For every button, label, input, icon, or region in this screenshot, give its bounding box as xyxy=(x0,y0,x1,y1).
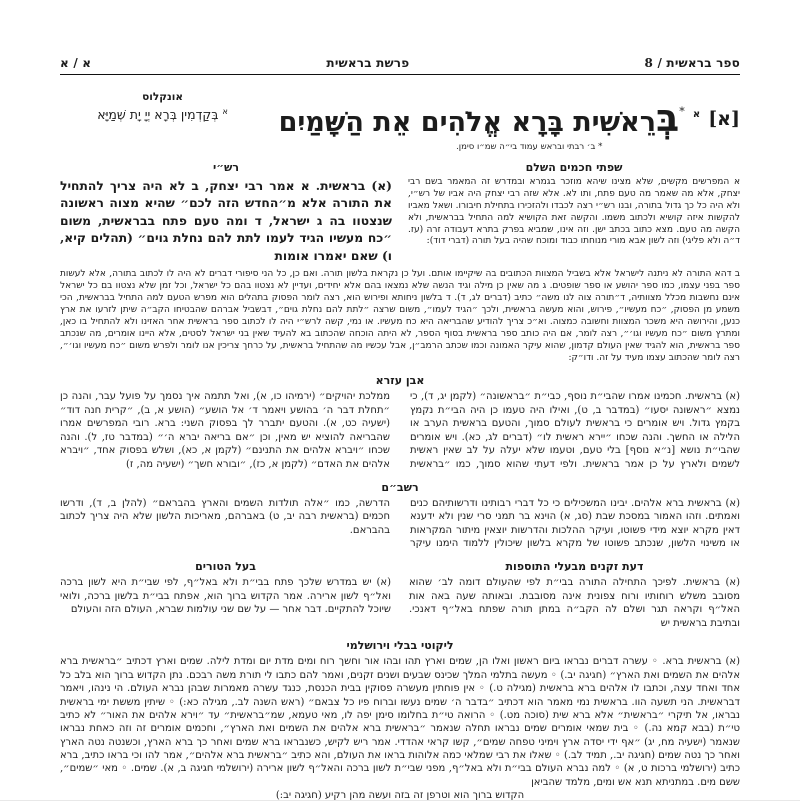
rashbam-title: רשב״ם xyxy=(381,480,419,494)
masorah-asterisk: * xyxy=(679,105,685,118)
header-divider xyxy=(60,74,740,75)
torah-verse xyxy=(278,91,740,140)
verse-bracket-marker: [א] xyxy=(708,108,740,130)
onkelos-translation: בְּקַדְמִין בְּרָא יְיָ יָת שְׁמַיָּא xyxy=(97,107,219,122)
siftei-chachamim-continuation: ב דהא התורה לא ניתנה לישראל אלא בשביל המצוות הכתובים בה שיקיימו אותם. ועל כן נקראת בלשון תורה. ואם כן, כל הני סיפורי דברים לא היה לו לכתוב בתורה, אלא לעשות ספר בפני עצמו, כמו ספר יהושע או ספר שופטים. ג מה שאין כן מילה וגיד הנשה שלא נמצאו בהם אלא יחידים, ועדיין לא נצטוו בהם כל ישראל, וכל זמן שלא נצטוו בם כל ישראל אינם נחשבות מכלל מצוותיה, ד״תורה צוה לנו משה״ כתיב (דברים לג, ד). ד בלשון ניחותא ופירוש הוא, רצה לומר הפסוק בתהלים הוא מפרש הטעם למה התחיל בבראשית, הכי משמע מן הפסוק, ״כח מעשיו״, פירוש, והוא מעשה בראשית, ולכך ״הגיד לעמו״, משום שרצה ״לתת להם נחלת גוים״, דבשביל אברהם שהבטיחו הקב״ה שיתן לזרעו את ארץ כנען, והירושה היא משכר המצוות וחשובה כמצוה. וא״כ צריך להודיע שהבריאה היא כח מעשיו. או נמי, קשה לרש״י היה לו לכתוב ספר בראשית אחר האזינו ולא להתחיל בו כאן, ומתרץ משום ״כח מעשיו וגו׳״, רצה לומר, אם היה כותב ספר בראשית בסוף הספר, לא היתה הוכחה שהכתוב בא להעיד שאין בני ישראל לסטים, אלא היינו אומרים, מה שנכתב ספר בראשית, הוא להגיד שאין העולם קדמון, שהוא עיקר האמונה וכמו שכתב הרמב״ן, אבל עכשיו מה שהתחיל בראשית, על כרחך צריכין אנו לומר ולפרש משום ״כח מעשיו וגו׳״, רצה לומר שהכתוב עצמו מעיד על זה. ודו״ק: xyxy=(60,269,740,364)
ibn-ezra-title: אבן עזרא xyxy=(375,374,425,388)
likutei-text: (א) בראשית ברא. ◦ עשרה דברים נבראו ביום ראשון ואלו הן, שמים וארץ תהו ובהו אור וחשך רוח ומים מדת יום ומדת לילה. שמים וארץ דכתיב ״בראשית ברא אלהים את השמים ואת הארץ״ (חגיגה יב.) ◦ מעשה בתלמי המלך שכינס שבעים ושנים זקנים, ואמר להם כתבו לי תורת משה רבכם. נתן הקדוש ברוך הוא בלב כל אחד ואחד עצה, וכתבו לו אלהים ברא בראשית (מגילה ט.) ◦ אין פוחתין מעשרה פסוקין בבית הכנסת, כנגד עשרה מאמרות שבהן נברא העולם. הי נינהו, ויאמר דבראשית. הני תשעה הוו. בראשית נמי מאמר הוא דכתיב ״בדבר ה׳ שמים נעשו וברוח פיו כל צבאם״ (ראש השנה לב., מגילה כא:) ◦ שיתין מששת ימי בראשית נבראו, אל תיקרי ״בראשית״ אלא ברא שית (סוכה מט.) ◦ הרואה טי״ת בחלומו סימן יפה לו, מאי טעמא, שמ״בראשית״ עד ״וירא אלהים את האור״ לא כתיב טי״ת (בבא קמא נה.) ◦ בית שמאי אומרים שמים נבראו תחלה שנאמר ״בראשית ברא אלהים את השמים ואת הארץ״, וחכמים אומרים זה וזה כאחת נבראו שנאמר (ישעיה מח, יג) ״אף ידי יסדה ארץ וימיני טפחה שמים״, קשו קראי אהדדי. אמר ריש לקיש, כשנבראו ברא שמים ואחר כך ברא הארץ, וכשנטה נטה הארץ ואחר כך נטה שמים (חגיגה יב., תמיד לב.) ◦ שאלו את רבי שמלאי כמה אלוהות בראו את העולם, והא כתיב ״בראשית ברא אלהים״, אמר להו וכי בראו כתיב, ברא כתיב (ירושלמי ברכות ט, א) ◦ למה נברא העולם בבי״ת ולא באל״ף, מפני שבי״ת לשון ברכה והאל״ף לשון ארירה (ירושלמי חגיגה ב, א). שמים. ◦ מאי ״שמים״, ששם מים. במתניתא תנא אש ומים, מלמד שהביאן xyxy=(60,656,740,788)
likutei-title: ליקוטי בבלי וירושלמי xyxy=(346,639,454,653)
verse-text: רֵאשִׁית בָּרָא אֱלֹהִים אֵת הַשָּׁמַיִם xyxy=(278,107,657,138)
daat-zekenim-section xyxy=(409,551,740,630)
page-header xyxy=(60,56,740,70)
onkelos-block xyxy=(47,91,279,122)
masorah-footnote: * ב׳ רבתי ובראש עמוד בי״ה שמ״ו סימן. xyxy=(456,142,603,152)
rashi-siftei-columns xyxy=(60,152,740,264)
baal-haturim-section xyxy=(60,551,391,617)
onkelos-title: אונקלוס xyxy=(142,91,183,103)
likutei-last-line: הקדוש ברוך הוא וטרפן זה בזה ועשה מהן רקיע (חגיגה יב:) xyxy=(275,790,525,801)
rashbam-text: (א) בראשית ברא אלהים. יבינו המשכילים כי כל דברי רבותינו ודרשותיהם כנים ואמתים. וזהו האמור במסכת שבת (סג, א) הוינא בר תמני סרי שנין ולא ידענא דאין מקרא יוצא מידי פשוטו, ועיקר ההלכות והדרשות יוצאין מיתור המקראות או משינוי הלשון, שנכתב פשוטו של מקרא בלשון שיכולין ללמוד הימנו עיקר הדרשה, כמו ״אלה תולדות השמים והארץ בהבראם״ (להלן ב, ד), ודרשו חכמים (בראשית רבה יב, ט) באברהם, מאריכות הלשון שלא היה צריך לכתוב בהבראם. xyxy=(60,497,740,550)
header-chapter-verse: א / א xyxy=(60,56,92,70)
daat-zekenim-title: דעת זקנים מבעלי התוספות xyxy=(505,559,644,573)
verse-row xyxy=(60,91,740,140)
baal-haturim-text: (א) יש במדרש שלכך פתח בבי״ת ולא באל״ף, לפי שבי״ת היא לשון ברכה ואל״ף לשון ארירה. אמר הקדוש ברוך הוא, אפתח בבי״ת בלשון ברכה, ולואי שיוכל להתקיים. דבר אחר — על שם שני עולמות שברא, העולם הזה והעולם xyxy=(60,576,391,616)
rashbam-section xyxy=(60,481,740,551)
baal-haturim-title: בעל הטורים xyxy=(195,559,256,573)
onkelos-text xyxy=(47,107,279,122)
likutei-section xyxy=(60,639,740,801)
siftei-chachamim-column xyxy=(408,152,740,248)
verse-large-initial: בְּ xyxy=(656,95,680,140)
ibn-ezra-text: (א) בראשית. חכמינו אמרו שהבי״ת נוסף, כבי״ת ״בראשונה״ (לקמן יג, ד), כי נמצא ״ראשונה יסעו״ (במדבר ב, ט), ואילו היה טעמו כן היה הבי״ת נקמץ בקמץ גדול. ויש אומרים כי בראשית לעולם סמוך, והטעם בראשית הערב או הלילה או החשך. והנה שכחו ״יירא ראשית לו״ (דברים לג, כא). ויש אומרים שהבי״ת נושא [נ״א נוסף] בלי טעם, וטעמו שלא יעלה על לב שאין ראשית לשמים ולארץ על כן אמר בראשית. ולפי דעתי שהוא סמוך, כמו ״בראשית ממלכת יהויקים״ (ירמיהו כו, א), ואל תתמה איך נסמך על פועל עבר, והנה כן ״תחלת דבר ה׳ בהושע ויאמר ד׳ אל הושע״ (הושע א, ב), ״קרית חנה דוד״ (ישעיה כט, א). והטעם יתברר לך בפסוק השני: ברא. רובי המפרשים אמרו שהבריאה להוציא יש מאין, וכן ״אם בריאה יברא ה׳״ (במדבר טז, ל). והנה שכחו ״ויברא אלהים את התנינם״ (לקמן א, כא), ושלש בפסוק אחד, ״ויברא אלהים את האדם״ (לקמן א, כז), ״ובורא חשך״ (ישעיה מה, ז) xyxy=(60,391,740,470)
daat-zekenim-baal-haturim-row xyxy=(60,551,740,630)
siftei-chachamim-title: שפתי חכמים השלם xyxy=(525,161,623,174)
verse-number: א xyxy=(692,109,701,120)
daat-zekenim-text: (א) בראשית. לפיכך התחילה התורה בבי״ת לפי שהעולם דומה לב׳ שהוא מסובב משלש רוחותיו ורוח צפונית אינה מסובבת. ובאותה שעה באה אות האל״ף וקראה תגר ושלם לה הקב״ה במתן תורה שפתח באל״ף דאנכי. ובתיבת בראשית יש xyxy=(409,576,740,629)
header-parsha-title: פרשת בראשית xyxy=(326,56,410,70)
siftei-chachamim-text: א המפרשים מקשים, שלא מצינו שיהא מוזכר בגמרא ובמדרש זה המאמר בשם רבי יצחק, אלא מה שאמר מה טעם פתח, ותו לא. אלא שזה רבי יצחק היה אביו של רש״י, ולא היה כל כך גדול בתורה, ובנו רש״י רצה לכבדו ולהזכירו בתחילת חיבורו. ושאל מאביו להקשות איזה קושיא ולכתוב משמו. והקשה זאת הקושיא למה התחיל בבראשית, ולא הקשה מה טעם. מצא כתוב בכתב ישן. וזה אינו, שמביא בפרק בתרא דעבודה זרה (עז. ד״ה ולא פליגי) וזה לשון אבא מורי מנוחתו כבוד ומוכח שהיה בעל תורה (דברי דוד): xyxy=(408,177,740,247)
header-book-page-number: ספר בראשית / 8 xyxy=(644,56,740,70)
rashi-title: רש״י xyxy=(212,161,239,174)
rashi-text: (א) בראשית. א אמר רבי יצחק, ב לא היה צריך להתחיל את התורה אלא מ״החדש הזה לכם״ שהיא מצוה ראשונה שנצטוו בה ג ישראל, ד ומה טעם פתח בבראשית, משום ״כח מעשיו הגיד לעמו לתת להם נחלת גוים״ (תהלים קיא, ו) שאם יאמרו אומות xyxy=(60,178,392,263)
ibn-ezra-section xyxy=(60,374,740,472)
rashi-column xyxy=(60,152,392,264)
onkelos-verse-number: א xyxy=(222,107,228,116)
